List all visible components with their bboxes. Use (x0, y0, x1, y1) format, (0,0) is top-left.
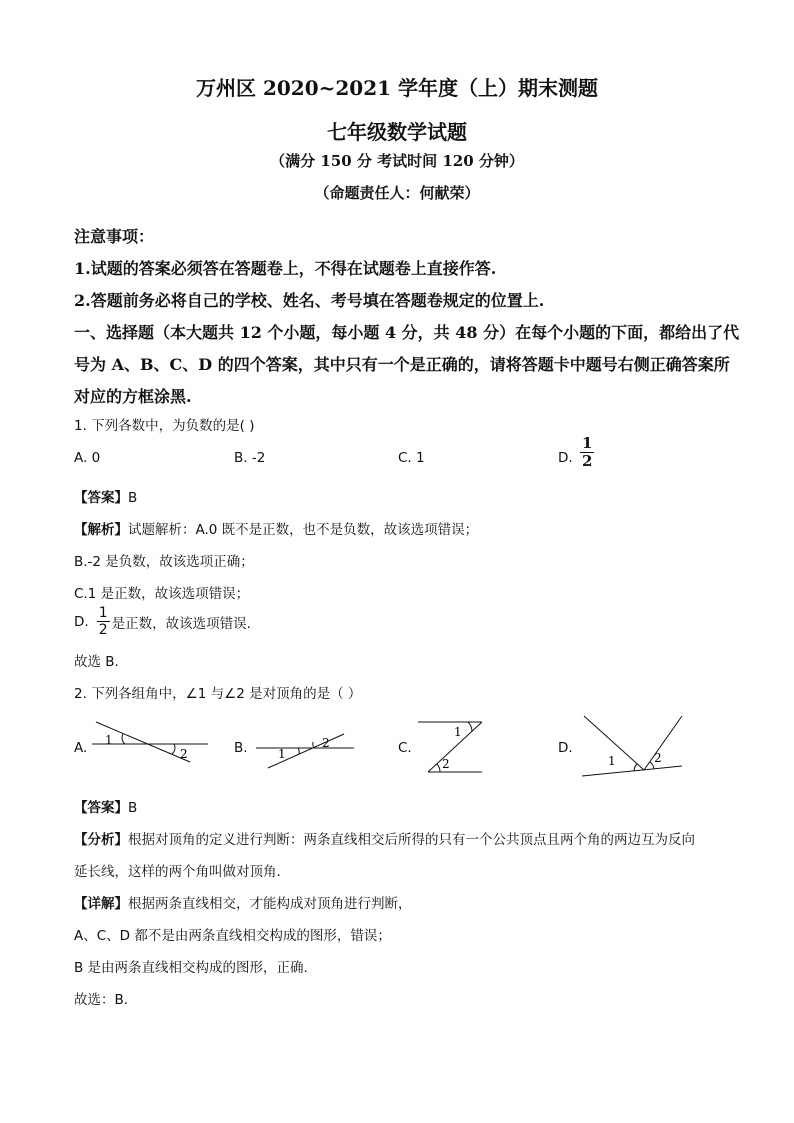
q1-answer (74, 486, 137, 506)
angle-label-1: 1 (105, 733, 113, 747)
angle-label-2: 2 (180, 747, 188, 761)
section1-line-2: 号为 A、B、C、D 的四个答案，其中只有一个是正确的，请将答题卡中题号右侧正确答案所 (74, 355, 730, 374)
q2-option-d: D. (558, 740, 573, 756)
q2-xiangjie-3: B 是由两条直线相交构成的图形，正确. (74, 960, 308, 976)
angle-arc (122, 734, 125, 744)
exam-title: 万州区 2020~2021 学年度（上）期末测题 (195, 76, 598, 100)
fenxi-text: 根据对顶角的定义进行判断：两条直线相交后所得的只有一个公共顶点且两个角的两边互为反向 (128, 832, 695, 848)
exam-subtitle: 七年级数学试题 (327, 120, 467, 144)
fenxi-label: 【分析】 (74, 832, 128, 848)
angle-arc (468, 722, 472, 731)
exam-author: （命题责任人：何献荣） (314, 184, 480, 202)
q2-conclusion: 故选：B. (74, 992, 129, 1008)
q2-stem: 2. 下列各组角中，∠1 与∠2 是对顶角的是（ ） (74, 686, 362, 702)
angle-label-1: 1 (278, 747, 286, 761)
notice-item-2: 2.答题前务必将自己的学校、姓名、考号填在答题卷规定的位置上. (74, 291, 545, 310)
q1-analysis-4 (74, 606, 251, 637)
q2-option-c: C. (398, 740, 412, 756)
q2-fenxi-2: 延长线，这样的两个角叫做对顶角. (74, 864, 281, 880)
angle-arc (437, 764, 440, 772)
section1-line-1: 一、选择题（本大题共 12 个小题，每小题 4 分，共 48 分）在每个小题的下面，都给出了代 (74, 323, 740, 342)
notice-item-1: 1.试题的答案必须答在答题卷上，不得在试题卷上直接作答. (74, 259, 497, 278)
analysis-text: 试题解析：A.0 既不是正数，也不是负数，故该选项错误； (128, 522, 479, 538)
q1-analysis-2: B.-2 是负数，故该选项正确； (74, 554, 254, 570)
analysis-4-suffix: 是正数，故该选项错误. (111, 615, 251, 632)
q2-figure-c (414, 716, 490, 776)
angle-label-2: 2 (654, 751, 662, 765)
q2-xiangjie-1 (74, 892, 412, 912)
q2-option-a: A. (74, 740, 88, 756)
q2-figure-d (578, 712, 688, 782)
angle-label-2: 2 (322, 736, 330, 750)
q1-analysis-1 (74, 518, 478, 538)
fraction-denominator: 2 (98, 622, 108, 638)
q1-option-d-label: D. (558, 450, 573, 466)
q1-option-a: A. 0 (74, 450, 101, 466)
analysis-label: 【解析】 (74, 522, 128, 538)
line (582, 766, 682, 776)
q1-option-d-fraction (580, 436, 594, 469)
angle-arc (172, 744, 175, 754)
fraction-denominator: 2 (582, 452, 593, 470)
answer-value: B (128, 800, 138, 816)
q2-figure-a (90, 718, 210, 766)
q1-option-b: B. -2 (234, 450, 266, 466)
angle-arc (313, 742, 314, 748)
answer-label: 【答案】 (74, 490, 128, 506)
angle-label-1: 1 (608, 754, 616, 768)
answer-value: B (128, 490, 138, 506)
angle-label-1: 1 (454, 725, 462, 739)
q2-answer (74, 796, 137, 816)
exam-info: （满分 150 分 考试时间 120 分钟） (270, 152, 524, 170)
section1-line-3: 对应的方框涂黑. (74, 387, 192, 406)
analysis-4-fraction (97, 606, 110, 637)
q2-option-b: B. (234, 740, 248, 756)
fraction-numerator: 1 (582, 434, 593, 452)
q1-analysis-3: C.1 是正数，故该选项错误； (74, 586, 250, 602)
fraction-numerator: 1 (98, 605, 108, 621)
q1-option-c: C. 1 (398, 450, 425, 466)
q2-fenxi-1 (74, 828, 695, 848)
notice-heading: 注意事项： (74, 227, 155, 246)
analysis-4-prefix: D. (74, 613, 89, 630)
xiangjie-label: 【详解】 (74, 896, 128, 912)
angle-arc (634, 764, 637, 771)
xiangjie-text: 根据两条直线相交，才能构成对顶角进行判断， (128, 896, 412, 912)
q1-stem: 1. 下列各数中，为负数的是( ) (74, 418, 255, 434)
q2-figure-b (252, 728, 362, 772)
q2-xiangjie-2: A、C、D 都不是由两条直线相交构成的图形，错误； (74, 928, 391, 944)
angle-arc (298, 748, 299, 754)
angle-label-2: 2 (442, 757, 450, 771)
line (644, 716, 682, 770)
answer-label: 【答案】 (74, 800, 128, 816)
q1-conclusion: 故选 B. (74, 654, 119, 670)
